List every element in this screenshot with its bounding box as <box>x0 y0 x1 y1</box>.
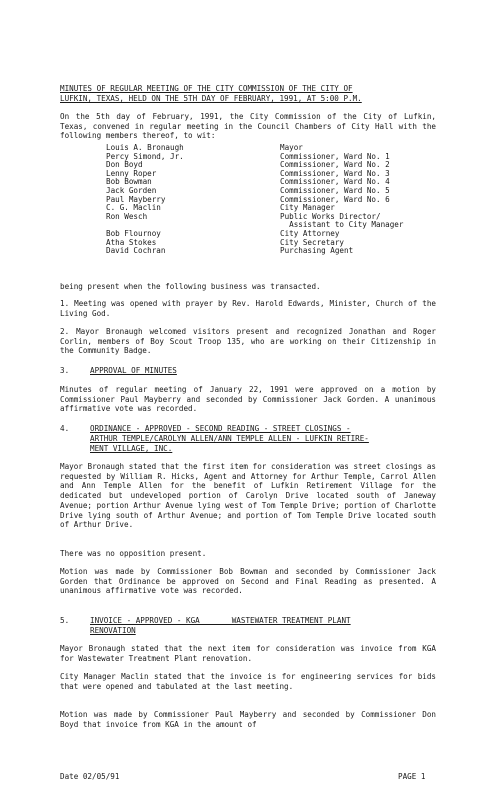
item-5-heading-line-2: RENOVATION <box>90 626 136 635</box>
member-title: Mayor <box>280 143 303 152</box>
footer-page-number: PAGE 1 <box>398 772 426 781</box>
member-name: Lenny Roper <box>106 168 157 178</box>
minutes-title-line-1: MINUTES OF REGULAR MEETING OF THE CITY COMMISSION OF THE CITY OF <box>60 84 353 93</box>
item-5-paragraph-3: Motion was made by Commissioner Paul Mayberry and seconded by Commissioner Don Boyd that invoice from KGA in the amount of <box>60 710 436 729</box>
footer-date: Date 02/05/91 <box>60 772 120 781</box>
item-3-number: 3. <box>60 366 70 375</box>
no-opposition-text: There was no opposition present. <box>60 549 207 558</box>
member-name: David Cochran <box>106 246 166 256</box>
item-3-heading: APPROVAL OF MINUTES <box>90 366 177 375</box>
member-name: Don Boyd <box>106 160 143 170</box>
member-title: Commissioner, Ward No. 3 <box>280 168 390 178</box>
member-title: Commissioner, Ward No. 2 <box>280 160 390 170</box>
member-name: Ron Wesch <box>106 211 148 221</box>
item-5-number: 5. <box>60 616 70 625</box>
member-title: Commissioner, Ward No. 6 <box>280 194 390 204</box>
item-4-heading-line-3: MENT VILLAGE, INC. <box>90 444 173 453</box>
intro-paragraph: On the 5th day of February, 1991, the City Commission of the City of Lufkin, Texas, convened in regular meeting in the Council Chambers of City Hall with the following members thereof, to wit: <box>60 112 436 141</box>
member-name: C. G. Maclin <box>106 203 161 213</box>
member-title: Public Works Director/ <box>280 211 381 221</box>
item-5-heading-line-1: INVOICE - APPROVED - KGA WASTEWATER TREATMENT PLANT <box>90 616 351 625</box>
item-5-paragraph-2: City Manager Maclin stated that the invoice is for engineering services for bids that were opened and tabulated at the last meeting. <box>60 672 436 691</box>
member-title: Assistant to City Manager <box>280 220 404 230</box>
item-4-heading-line-2: ARTHUR TEMPLE/CAROLYN ALLEN/ANN TEMPLE ALLEN - LUFKIN RETIRE- <box>90 434 369 443</box>
member-name: Percy Simond, Jr. <box>106 151 184 161</box>
item-2-paragraph: 2. Mayor Bronaugh welcomed visitors present and recognized Jonathan and Roger Corlin, members of Boy Scout Troop 135, who are working on their Citizenship in the Community Badge. <box>60 327 436 356</box>
member-name: Bob Bowman <box>106 177 152 187</box>
member-title: Commissioner, Ward No. 1 <box>280 151 390 161</box>
item-4-paragraph: Mayor Bronaugh stated that the first item for consideration was street closings as requested by William R. Hicks, Agent and Attorney for Arthur Temple, Carrol Allen and Ann Temple Allen for the benefit of Lufkin Retirement Village for the dedicated but undeveloped portion of Carolyn Drive located south of Janeway Avenue; portion Arthur Avenue lying west of Tom Temple Drive; portion of Charlotte Drive lying south of Arthur Avenue; and portion of Tom Temple Drive located south of Arthur Drive. <box>60 462 436 530</box>
member-name: Paul Mayberry <box>106 194 166 204</box>
item-1-paragraph: 1. Meeting was opened with prayer by Rev. Harold Edwards, Minister, Church of the Living God. <box>60 299 436 318</box>
member-title: Purchasing Agent <box>280 246 354 256</box>
member-name: Jack Gorden <box>106 186 157 195</box>
member-name: Louis A. Bronaugh <box>106 143 184 152</box>
minutes-approval-paragraph: Minutes of regular meeting of January 22, 1991 were approved on a motion by Commissioner Paul Mayberry and seconded by Commissioner Jack Gorden. A unanimous affirmative vote was recorded. <box>60 385 436 414</box>
member-title: City Attorney <box>280 229 340 238</box>
member-title: Commissioner, Ward No. 4 <box>280 177 390 187</box>
member-name: Bob Flournoy <box>106 229 161 238</box>
member-row <box>0 246 488 256</box>
member-title: Commissioner, Ward No. 5 <box>280 186 390 195</box>
item-4-heading-line-1: ORDINANCE - APPROVED - SECOND READING - STREET CLOSINGS - <box>90 424 351 433</box>
member-title: City Manager <box>280 203 335 213</box>
member-name: Atha Stokes <box>106 237 157 247</box>
item-4-number: 4. <box>60 424 70 433</box>
item-5-paragraph-1: Mayor Bronaugh stated that the next item for consideration was invoice from KGA for Wastewater Treatment Plant renovation. <box>60 644 436 663</box>
member-title: City Secretary <box>280 237 345 247</box>
item-4-motion-paragraph: Motion was made by Commissioner Bob Bowman and seconded by Commissioner Jack Gorden that Ordinance be approved on Second and Final Reading as presented. A unanimous affirmative vote was recorded. <box>60 567 436 596</box>
being-present-text: being present when the following business was transacted. <box>60 282 321 291</box>
minutes-title-line-2: LUFKIN, TEXAS, HELD ON THE 5TH DAY OF FEBRUARY, 1991, AT 5:00 P.M. <box>60 94 362 103</box>
